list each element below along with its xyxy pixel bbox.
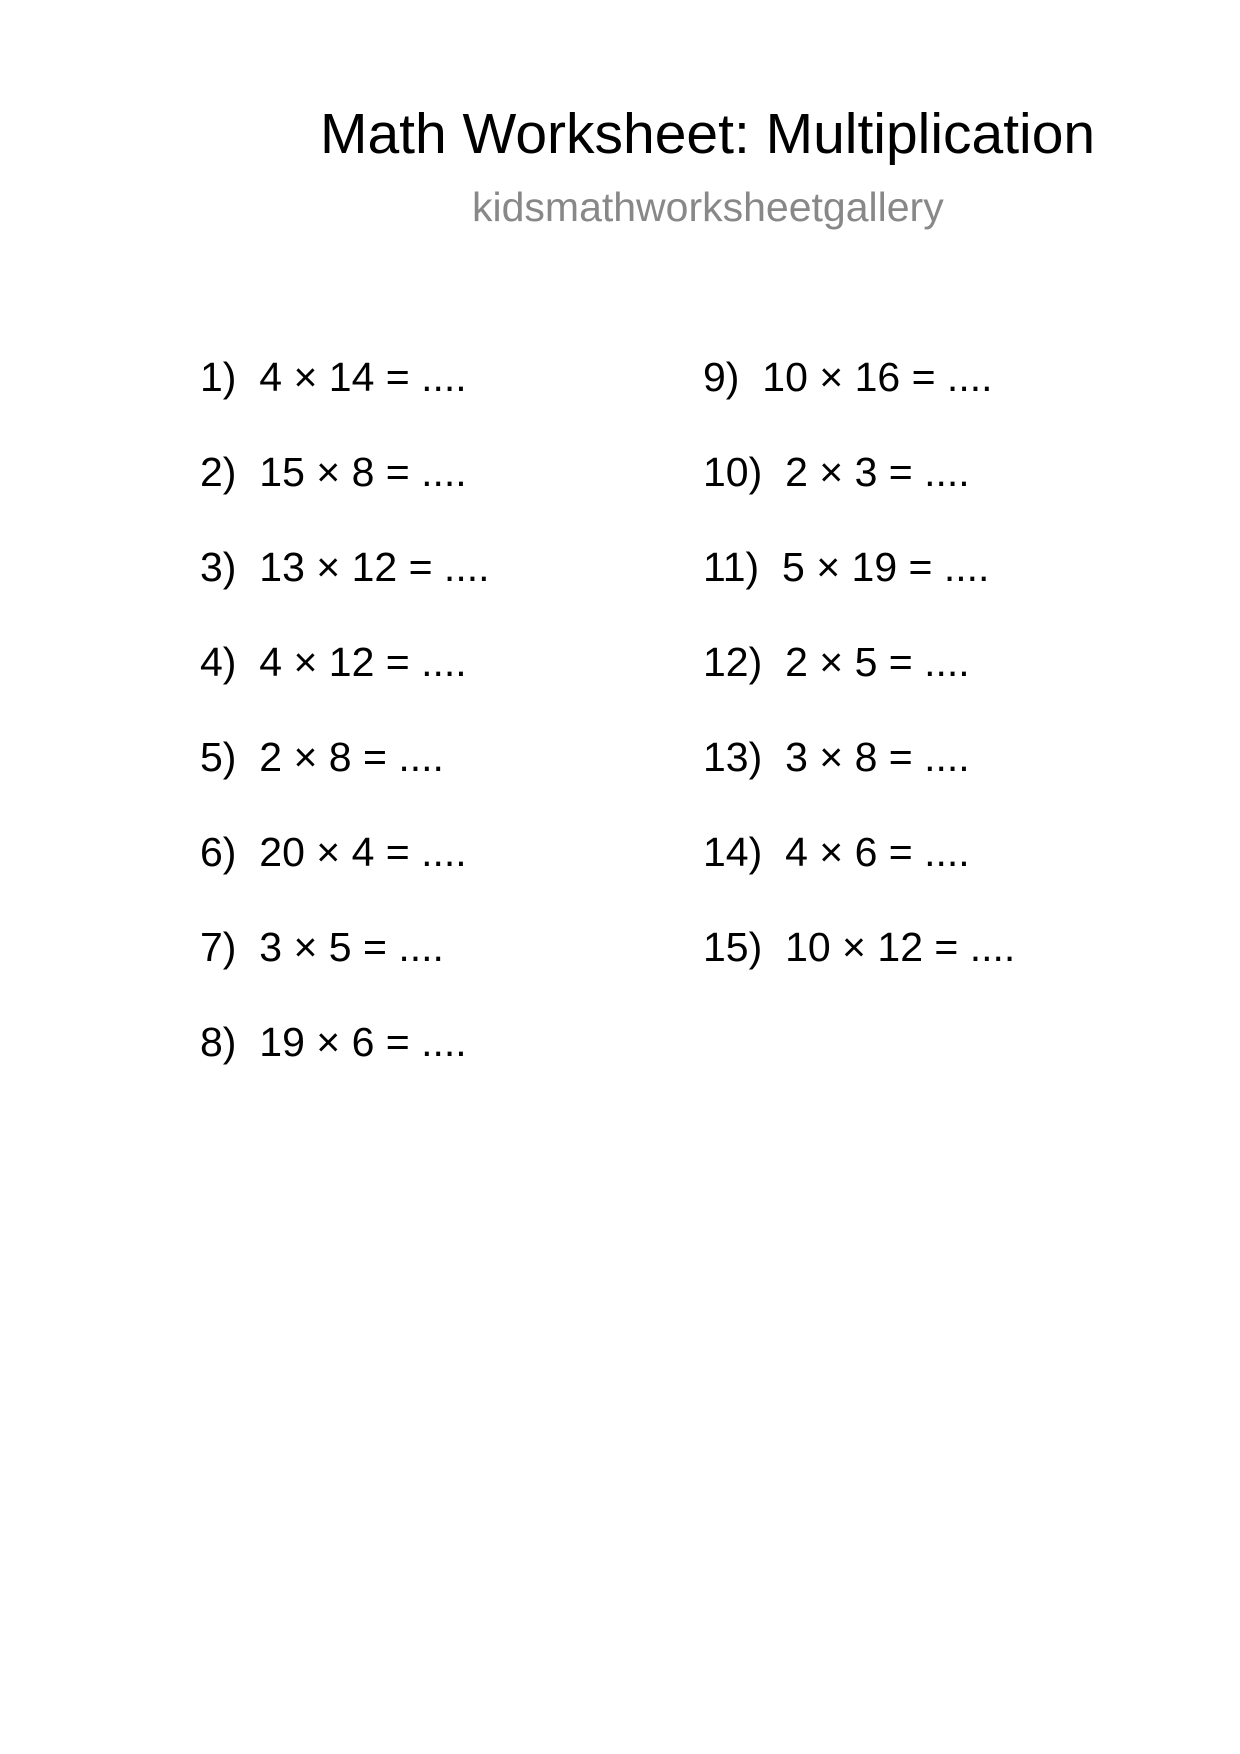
problem-item [200, 635, 720, 730]
problem-expression: 3 × 5 = .... [259, 924, 444, 970]
problem-item [703, 445, 1223, 540]
problem-number: 6) [200, 829, 237, 875]
problem-item [200, 350, 720, 445]
problem-expression: 5 × 19 = .... [782, 544, 990, 590]
problem-number: 2) [200, 449, 237, 495]
problem-number: 8) [200, 1019, 237, 1065]
problem-expression: 19 × 6 = .... [259, 1019, 467, 1065]
problem-number: 5) [200, 734, 237, 780]
problem-item [703, 730, 1223, 825]
problem-expression: 13 × 12 = .... [259, 544, 490, 590]
problem-item [200, 920, 720, 1015]
problem-item [200, 730, 720, 825]
problem-expression: 2 × 3 = .... [785, 449, 970, 495]
problem-expression: 2 × 8 = .... [259, 734, 444, 780]
problem-number: 1) [200, 354, 237, 400]
problem-expression: 4 × 12 = .... [259, 639, 467, 685]
problem-expression: 10 × 16 = .... [762, 354, 993, 400]
problem-number: 10) [703, 449, 763, 495]
problem-number: 7) [200, 924, 237, 970]
problem-number: 15) [703, 924, 763, 970]
problem-number: 14) [703, 829, 763, 875]
problem-expression: 3 × 8 = .... [785, 734, 970, 780]
problem-expression: 4 × 6 = .... [785, 829, 970, 875]
problems-column-left [200, 350, 720, 1110]
problem-expression: 10 × 12 = .... [785, 924, 1016, 970]
problem-item [200, 540, 720, 635]
problem-item [200, 445, 720, 540]
problem-number: 12) [703, 639, 763, 685]
problem-number: 11) [703, 544, 760, 590]
problem-item [200, 825, 720, 920]
problem-item [703, 825, 1223, 920]
problem-expression: 15 × 8 = .... [259, 449, 467, 495]
problems-column-right [703, 350, 1223, 1015]
problem-number: 13) [703, 734, 763, 780]
problem-expression: 20 × 4 = .... [259, 829, 467, 875]
problem-number: 9) [703, 354, 740, 400]
problem-number: 4) [200, 639, 237, 685]
problem-expression: 4 × 14 = .... [259, 354, 467, 400]
problem-item [703, 350, 1223, 445]
problem-item [703, 920, 1223, 1015]
problem-item [200, 1015, 720, 1110]
problem-item [703, 540, 1223, 635]
problem-expression: 2 × 5 = .... [785, 639, 970, 685]
problem-item [703, 635, 1223, 730]
problem-number: 3) [200, 544, 237, 590]
page-title: Math Worksheet: Multiplication [320, 102, 1096, 166]
page-subtitle: kidsmathworksheetgallery [472, 184, 944, 230]
